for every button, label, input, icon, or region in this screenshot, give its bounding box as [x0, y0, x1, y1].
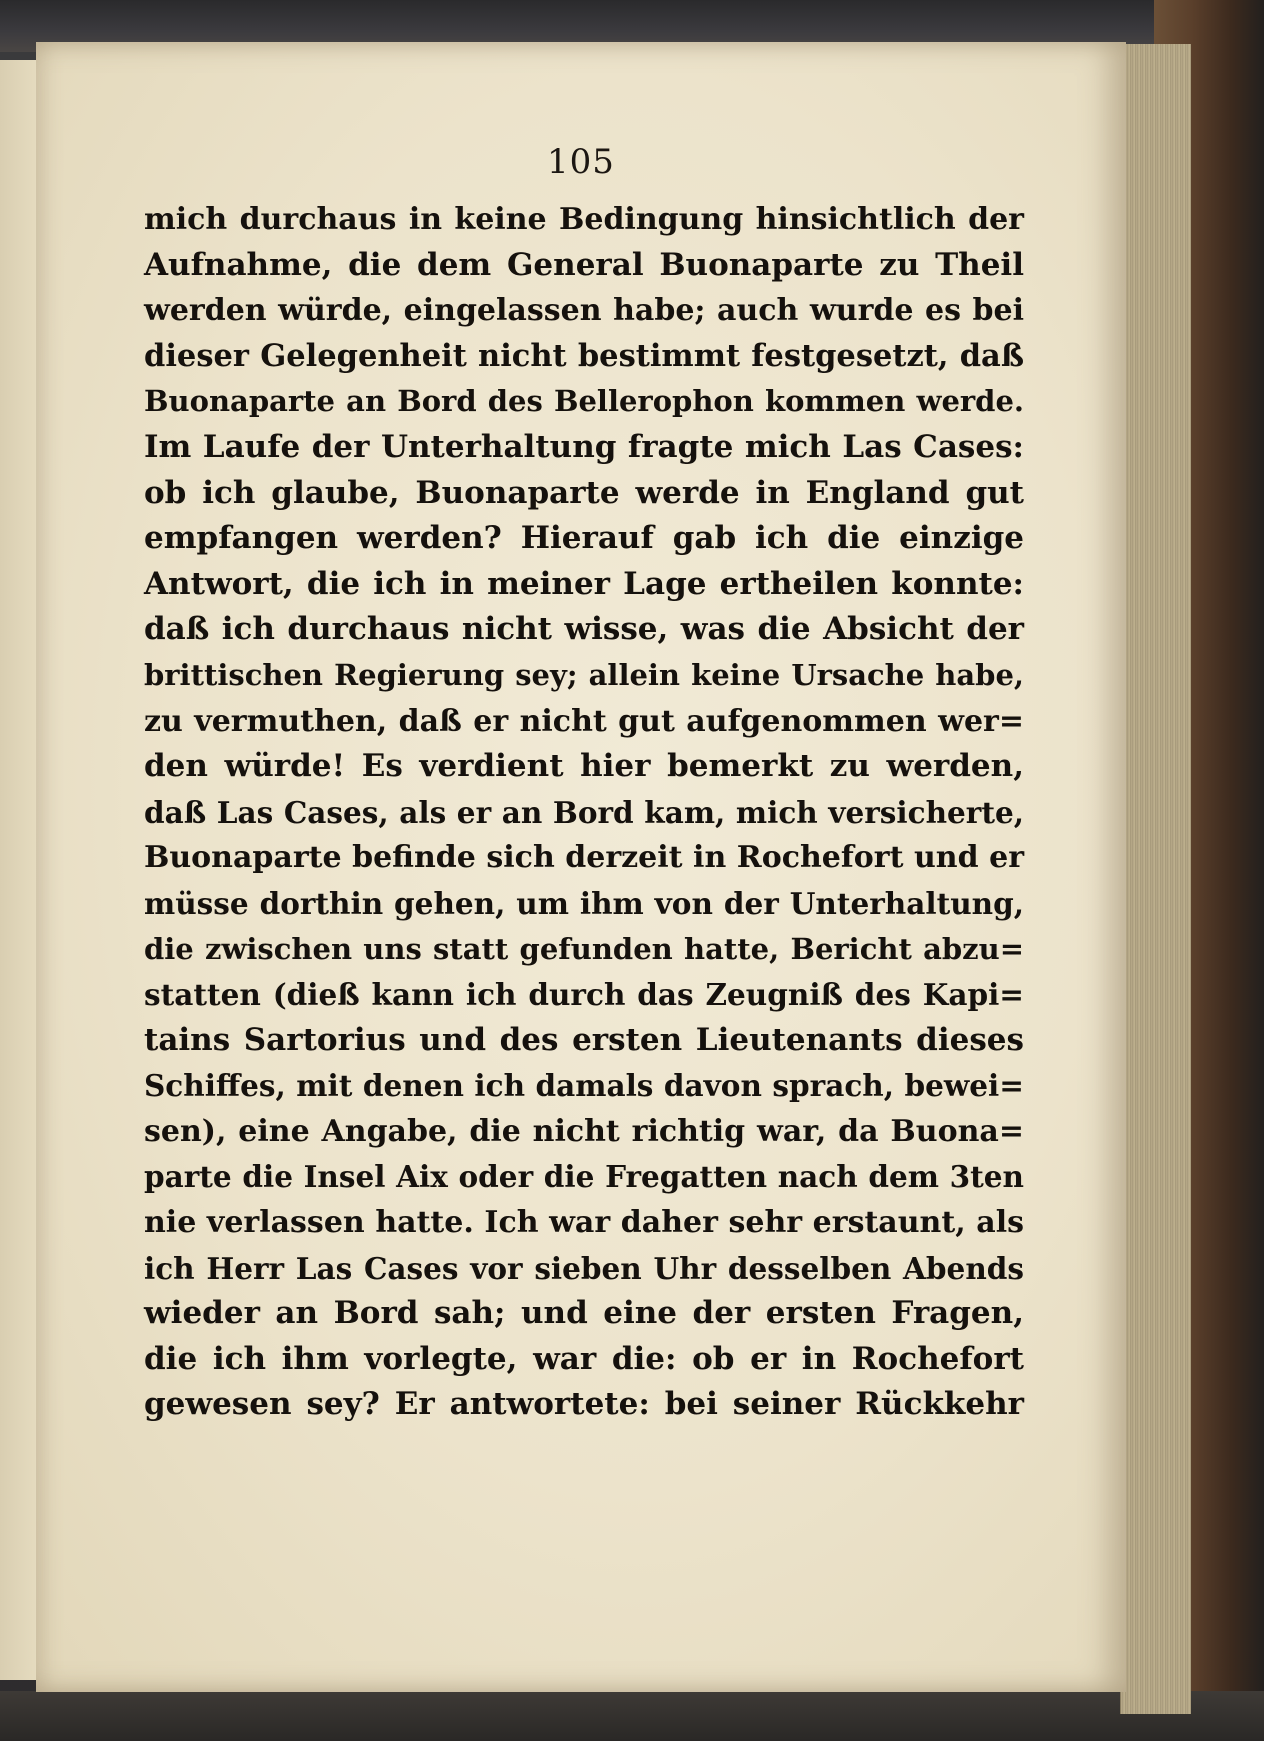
- text-line: brittischen Regierung sey; allein keine Ursache habe,: [144, 657, 1024, 692]
- text-line: Aufnahme, die dem General Buonaparte zu Theil: [144, 246, 1024, 283]
- text-line: Im Laufe der Unterhaltung fragte mich Las Cases:: [144, 428, 1024, 465]
- text-line: parte die Insel Aix oder die Fregatten nach dem 3ten: [144, 1159, 1024, 1195]
- text-line: nie verlassen hatte. Ich war daher sehr erstaunt, als: [144, 1205, 1024, 1241]
- text-line: statten (dieß kann ich durch das Zeugniß des Kapi=: [144, 977, 1024, 1013]
- text-line: zu vermuthen, daß er nicht gut aufgenommen wer=: [144, 703, 1024, 739]
- book-cover-bottom-edge: [0, 1691, 1264, 1741]
- page-text-body: [144, 197, 1024, 1428]
- book-page: [36, 42, 1126, 1692]
- text-line: mich durchaus in keine Bedingung hinsichtlich der: [144, 202, 1024, 237]
- text-line: Buonaparte befinde sich derzeit in Rochefort und er: [144, 840, 1024, 876]
- text-line: gewesen sey? Er antwortete: bei seiner Rückkehr: [144, 1386, 1024, 1423]
- text-line: sen), eine Angabe, die nicht richtig war, da Buona=: [144, 1113, 1024, 1149]
- text-line: ich Herr Las Cases vor sieben Uhr desselben Abends: [144, 1250, 1024, 1286]
- text-line: die zwischen uns statt gefunden hatte, Bericht abzu=: [144, 931, 1024, 966]
- text-line: dieser Gelegenheit nicht bestimmt festgesetzt, daß: [144, 337, 1024, 374]
- text-line: wieder an Bord sah; und eine der ersten Fragen,: [144, 1295, 1024, 1332]
- text-line: den würde! Es verdient hier bemerkt zu werden,: [144, 748, 1024, 785]
- text-line: tains Sartorius und des ersten Lieutenants dieses: [144, 1021, 1024, 1058]
- text-line: werden würde, eingelassen habe; auch wurde es bei: [144, 293, 1024, 329]
- text-line: ob ich glaube, Buonaparte werde in England gut: [144, 474, 1024, 511]
- text-line: empfangen werden? Hierauf gab ich die einzige: [144, 520, 1024, 557]
- text-line: Antwort, die ich in meiner Lage ertheilen konnte:: [144, 565, 1024, 602]
- text-line: Schiffes, mit denen ich damals davon sprach, bewei=: [144, 1068, 1024, 1104]
- text-line: die ich ihm vorlegte, war die: ob er in Rochefort: [144, 1340, 1024, 1377]
- text-line: daß Las Cases, als er an Bord kam, mich versicherte,: [144, 794, 1024, 830]
- text-line: müsse dorthin gehen, um ihm von der Unterhaltung,: [144, 885, 1024, 921]
- text-line: daß ich durchaus nicht wisse, was die Absicht der: [144, 611, 1024, 648]
- page-number: 105: [547, 142, 615, 182]
- text-line: Buonaparte an Bord des Bellerophon kommen werde.: [144, 384, 1024, 419]
- page-block-edge: [1120, 44, 1191, 1714]
